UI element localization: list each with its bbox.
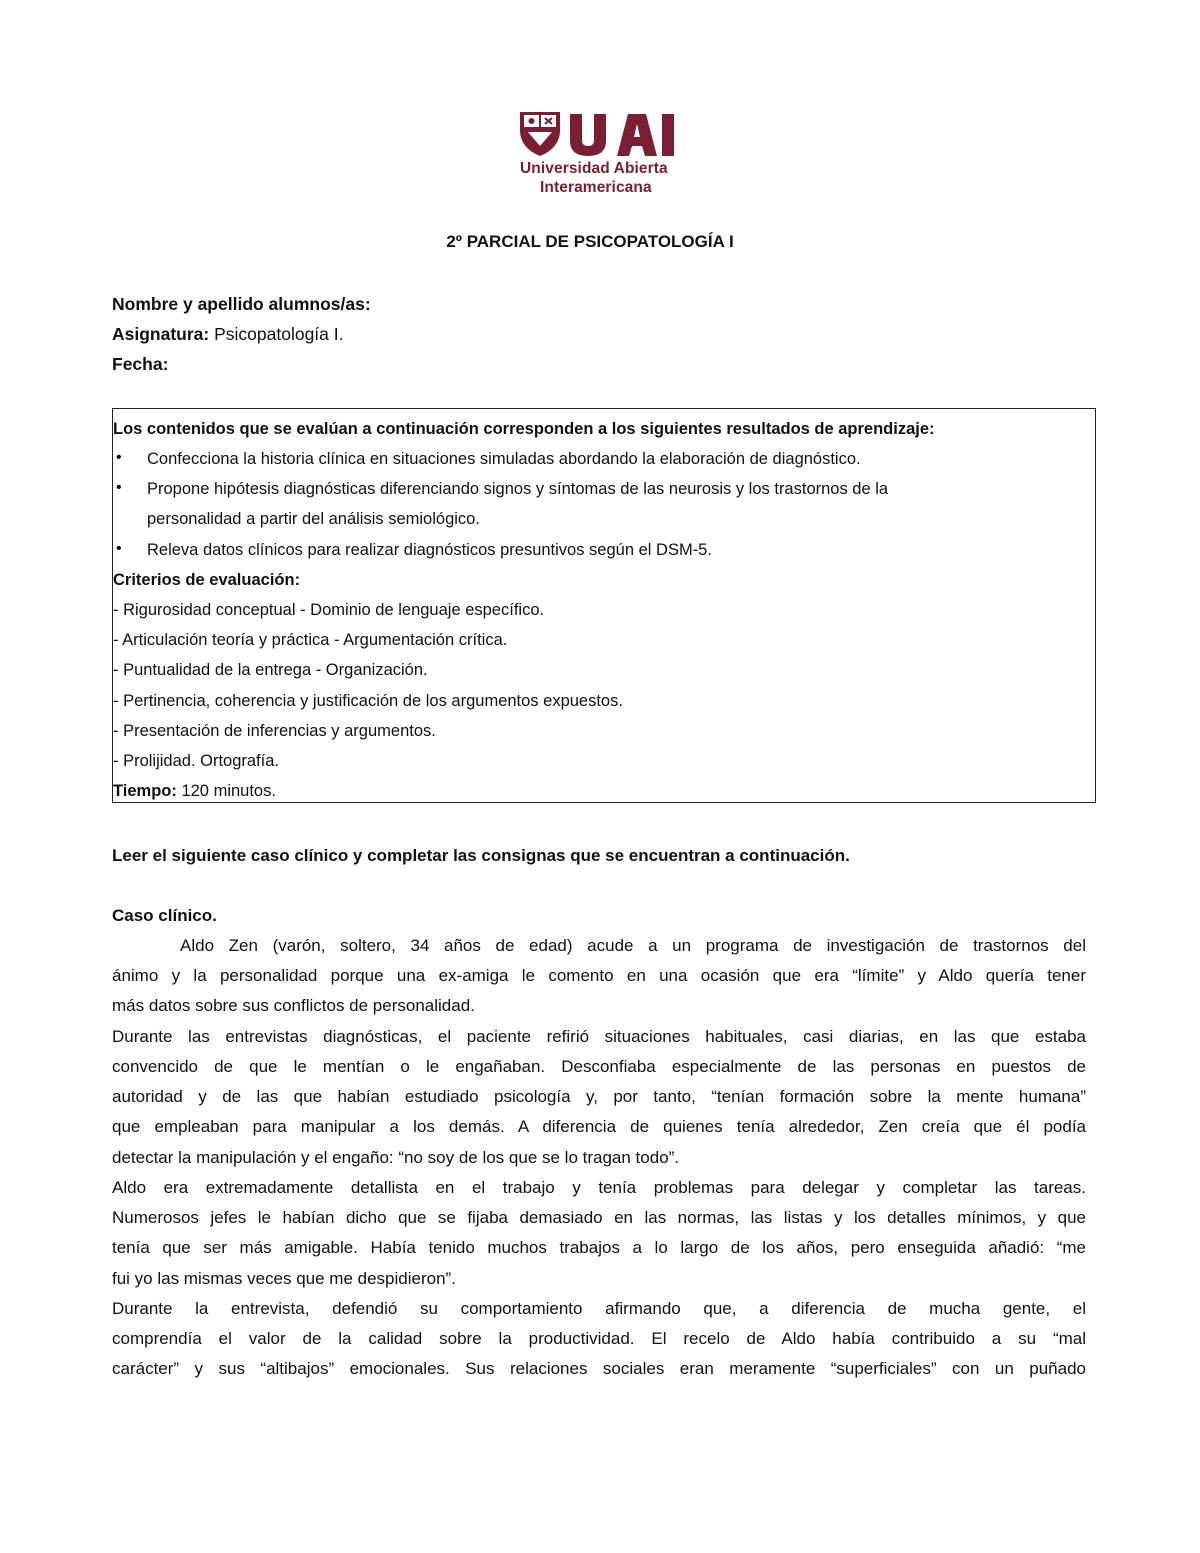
case-line: fui yo las mismas veces que me despidieron”.: [112, 1269, 456, 1288]
learning-outcomes-box: [112, 408, 1096, 803]
time-line: [113, 781, 276, 801]
criteria-item: - Presentación de inferencias y argumentos.: [113, 722, 436, 740]
outcome-item-continuation: personalidad a partir del análisis semiológico.: [147, 510, 480, 528]
date-label: Fecha:: [112, 354, 169, 374]
outcome-item: Confecciona la historia clínica en situaciones simuladas abordando la elaboración de diagnóstico.: [147, 450, 861, 468]
case-line: Aldo Zen (varón, soltero, 34 años de edad) acude a un programa de investigación de trastornos del: [180, 936, 1086, 955]
criteria-heading: Criterios de evaluación:: [113, 571, 301, 589]
case-line: Numerosos jefes le habían dicho que se fijaba demasiado en las normas, las listas y los detalles mínimos, y que: [112, 1208, 1086, 1227]
bullet-mark: •: [116, 449, 122, 466]
case-line: detectar la manipulación y el engaño: “no soy de los que se lo tragan todo”.: [112, 1148, 680, 1167]
university-logo: [520, 110, 690, 200]
criteria-item: - Articulación teoría y práctica - Argumentación crítica.: [113, 631, 508, 649]
shield-logo-icon: [520, 110, 690, 160]
outcomes-heading: Los contenidos que se evalúan a continuación corresponden a los siguientes resultados de aprendizaje:: [113, 420, 935, 438]
case-line: más datos sobre sus conflictos de personalidad.: [112, 996, 475, 1015]
case-line: autoridad y de las que habían estudiado psicología y, por tanto, “tenían formación sobre la mente humana”: [112, 1087, 1086, 1106]
case-line: carácter” y sus “altibajos” emocionales. Sus relaciones sociales eran meramente “superficiales” con un puñado: [112, 1359, 1086, 1378]
case-line: Durante la entrevista, defendió su comportamiento afirmando que, a diferencia de mucha gente, el: [112, 1299, 1086, 1318]
logo-text-line1: Universidad Abierta: [520, 160, 668, 177]
subject-field: [112, 324, 343, 345]
case-line: convencido de que le mentían o le engañaban. Desconfiaba especialmente de las personas en puestos de: [112, 1057, 1086, 1076]
outcome-item: Propone hipótesis diagnósticas diferenciando signos y síntomas de las neurosis y los trastornos de la: [147, 480, 889, 498]
case-line: ánimo y la personalidad porque una ex-amiga le comento en una ocasión que era “límite” y Aldo quería tener: [112, 966, 1086, 985]
criteria-item: - Prolijidad. Ortografía.: [113, 752, 279, 770]
criteria-item: - Puntualidad de la entrega - Organización.: [113, 661, 428, 679]
bullet-mark: •: [116, 540, 122, 557]
case-heading: Caso clínico.: [112, 906, 217, 925]
case-line: que empleaban para manipular a los demás. A diferencia de quienes tenía alrededor, Zen creía que él podía: [112, 1117, 1086, 1136]
case-line: Aldo era extremadamente detallista en el trabajo y tenía problemas para delegar y completar las tareas.: [112, 1178, 1086, 1197]
time-value: 120 minutos.: [176, 782, 276, 800]
instruction-text: Leer el siguiente caso clínico y completar las consignas que se encuentran a continuación.: [112, 846, 850, 865]
subject-value: Psicopatología I.: [209, 324, 344, 344]
date-field: [112, 354, 168, 375]
criteria-item: - Pertinencia, coherencia y justificación de los argumentos expuestos.: [113, 692, 623, 710]
document-title: 2º PARCIAL DE PSICOPATOLOGÍA I: [446, 232, 734, 251]
student-name-label: Nombre y apellido alumnos/as:: [112, 294, 371, 314]
subject-label: Asignatura:: [112, 324, 210, 344]
case-line: tenía que ser más amigable. Había tenido muchos trabajos a lo largo de los años, pero enseguida añadió: “me: [112, 1238, 1086, 1257]
student-name-field: [112, 294, 371, 315]
case-line: comprendía el valor de la calidad sobre la productividad. El recelo de Aldo había contribuido a su “mal: [112, 1329, 1086, 1348]
logo-text-line2: Interamericana: [540, 179, 652, 196]
bullet-mark: •: [116, 479, 122, 496]
time-label: Tiempo:: [113, 782, 177, 800]
case-line: Durante las entrevistas diagnósticas, el paciente refirió situaciones habituales, casi diarias, en las que estaba: [112, 1027, 1086, 1046]
outcome-item: Releva datos clínicos para realizar diagnósticos presuntivos según el DSM-5.: [147, 541, 712, 559]
criteria-item: - Rigurosidad conceptual - Dominio de lenguaje específico.: [113, 601, 545, 619]
